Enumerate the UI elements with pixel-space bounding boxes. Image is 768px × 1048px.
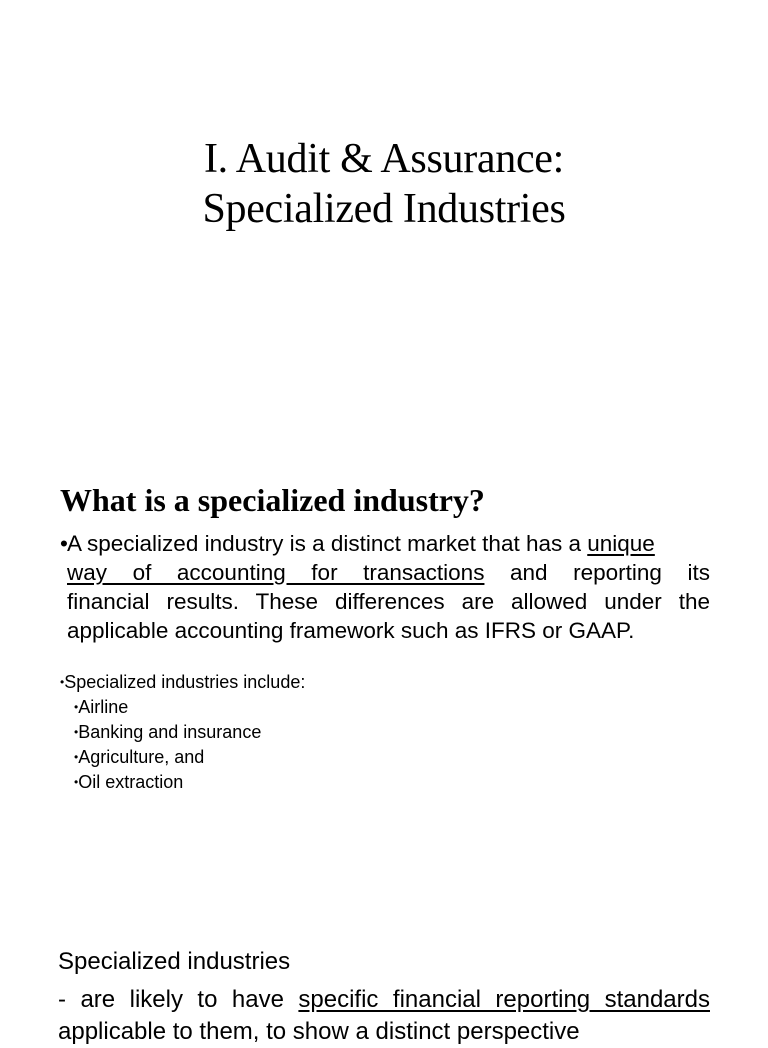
- slide-specialized-industries: [0, 910, 768, 1045]
- underlined-term-accounting: way of accounting for transactions: [67, 560, 485, 585]
- list-item: •Agriculture, and: [74, 747, 205, 767]
- bullet-icon: •: [60, 531, 68, 556]
- para-line-3: financial results. These differences are allowed under the: [67, 589, 710, 614]
- industries-list: [60, 670, 305, 795]
- underlined-term-unique: unique: [587, 531, 655, 556]
- list-item: •Airline: [74, 697, 129, 717]
- slide-heading: Specialized industries: [58, 948, 291, 975]
- slide-title-heading: [0, 134, 768, 234]
- bullet-icon: •: [74, 775, 79, 789]
- bullet-icon: •: [74, 725, 79, 739]
- bullet-icon: •: [60, 675, 65, 689]
- bullet-icon: •: [74, 750, 79, 764]
- body-line-1: - are likely to have specific financial reporting standards: [58, 986, 710, 1013]
- bullet-icon: •: [74, 700, 79, 714]
- slide-title: [0, 0, 768, 470]
- slide-what-is-specialized-industry: [0, 470, 768, 910]
- para-line-2: way of accounting for transactions and reporting its: [67, 560, 710, 585]
- para-line-4: applicable accounting framework such as IFRS or GAAP.: [67, 618, 635, 643]
- list-intro: •Specialized industries include:: [60, 672, 306, 692]
- definition-paragraph: [60, 529, 710, 645]
- slide-heading: What is a specialized industry?: [60, 482, 485, 518]
- list-item: •Oil extraction: [74, 772, 184, 792]
- body-line-2: applicable to them, to show a distinct perspective: [58, 1018, 580, 1045]
- underlined-term-standards: specific financial reporting standards: [298, 986, 710, 1013]
- para-line-1: A specialized industry is a distinct market that has a unique: [67, 531, 655, 556]
- title-line-2: Specialized Industries: [202, 186, 566, 232]
- list-item: •Banking and insurance: [74, 722, 262, 742]
- title-line-1: I. Audit & Assurance:: [204, 136, 564, 182]
